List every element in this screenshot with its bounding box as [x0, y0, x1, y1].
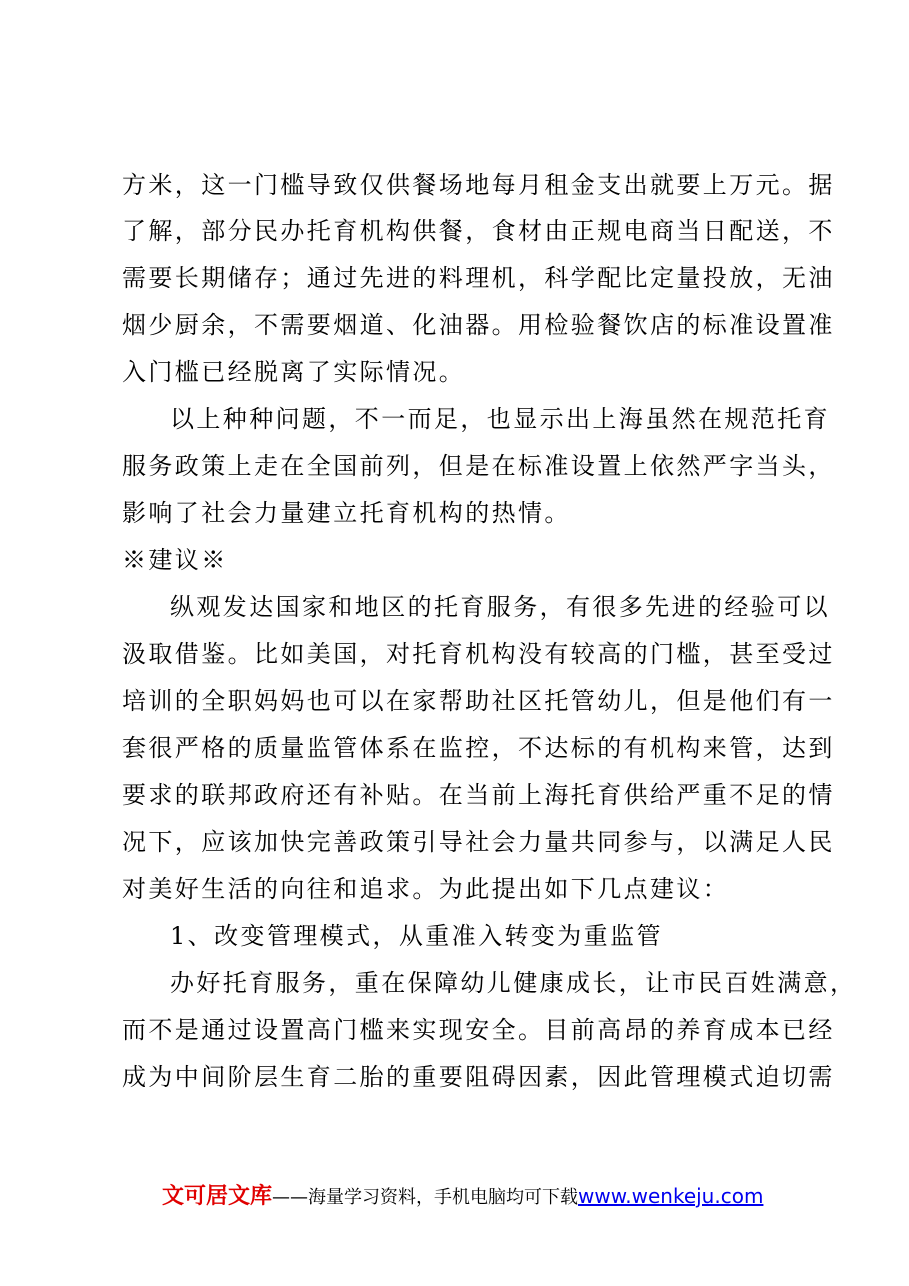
paragraph-line: 汲取借鉴。比如美国，对托育机构没有较高的门槛，甚至受过	[122, 640, 835, 668]
paragraph-line: 成为中间阶层生育二胎的重要阻碍因素，因此管理模式迫切需	[122, 1063, 835, 1091]
paragraph-line: 影响了社会力量建立托育机构的热情。	[122, 499, 571, 527]
paragraph-line: 以上种种问题，不一而足，也显示出上海虽然在规范托育	[170, 405, 830, 433]
paragraph-line: 纵观发达国家和地区的托育服务，有很多先进的经验可以	[170, 593, 830, 621]
paragraph-line: 需要长期储存；通过先进的料理机，科学配比定量投放，无油	[122, 264, 835, 292]
paragraph-line: 培训的全职妈妈也可以在家帮助社区托管幼儿，但是他们有一	[122, 687, 835, 715]
section-heading: ※建议※	[122, 546, 228, 574]
footer-brand: 文可居文库	[162, 1184, 273, 1209]
paragraph-line: 对美好生活的向往和追求。为此提出如下几点建议：	[122, 875, 730, 903]
paragraph-line: 烟少厨余，不需要烟道、化油器。用检验餐饮店的标准设置准	[122, 311, 835, 339]
paragraph-line: 办好托育服务，重在保障幼儿健康成长，让市民百姓满意，	[170, 969, 857, 997]
paragraph-line: 服务政策上走在全国前列，但是在标准设置上依然严字当头，	[122, 452, 835, 480]
paragraph-line: 套很严格的质量监管体系在监控，不达标的有机构来管，达到	[122, 734, 835, 762]
footer-tagline: ——海量学习资料，手机电脑均可下载	[272, 1187, 579, 1208]
paragraph-line: 而不是通过设置高门槛来实现安全。目前高昂的养育成本已经	[122, 1016, 835, 1044]
paragraph-line: 入门槛已经脱离了实际情况。	[122, 358, 466, 386]
paragraph-line: 况下，应该加快完善政策引导社会力量共同参与，以满足人民	[122, 828, 835, 856]
paragraph-line: 要求的联邦政府还有补贴。在当前上海托育供给严重不足的情	[122, 781, 835, 809]
paragraph-line: 方米，这一门槛导致仅供餐场地每月租金支出就要上万元。据	[122, 171, 835, 199]
numbered-heading: 1、改变管理模式，从重准入转变为重监管	[170, 922, 663, 950]
footer-link[interactable]: www.wenkeju.com	[578, 1184, 764, 1208]
footer	[162, 1182, 763, 1212]
paragraph-line: 了解，部分民办托育机构供餐，食材由正规电商当日配送，不	[122, 217, 835, 245]
